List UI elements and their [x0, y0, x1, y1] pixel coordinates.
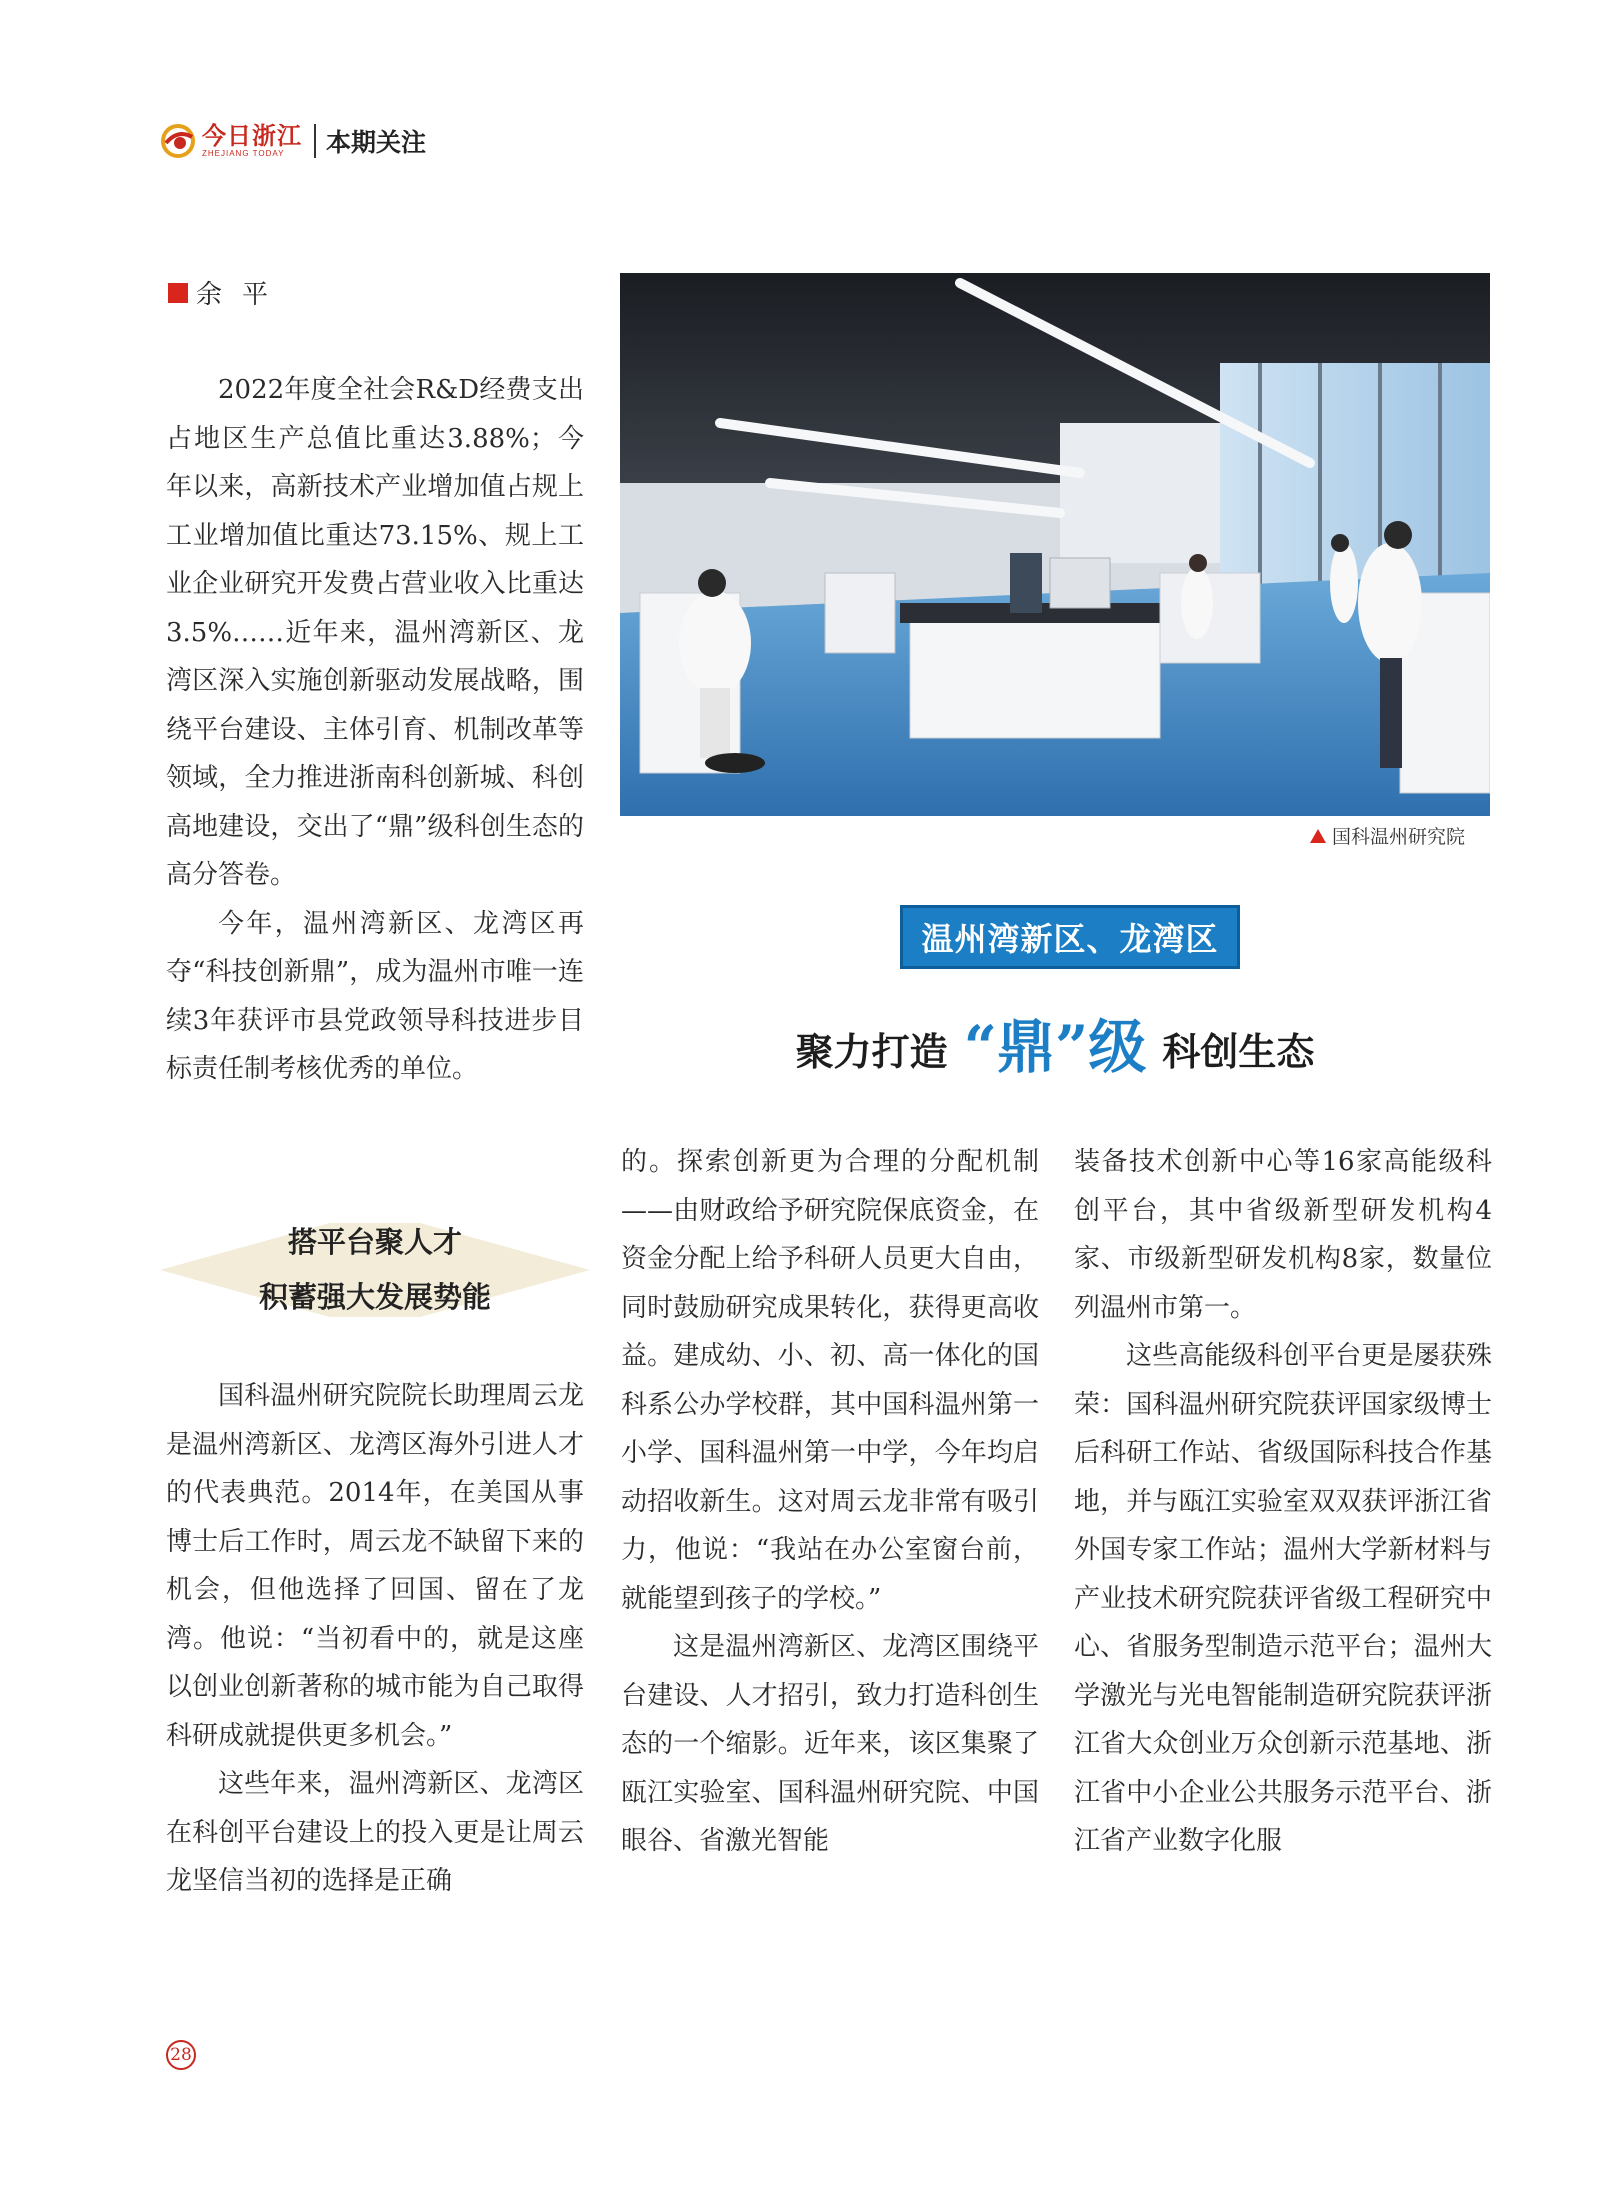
article-headline	[620, 1006, 1490, 1081]
headline-part-3: 科创生态	[1162, 1029, 1315, 1074]
paragraph: 2022年度全社会R&D经费支出占地区生产总值比重达3.88%；今年以来，高新技术产业增加值占规上工业增加值比重达73.15%、规上工业企业研究开发费占营业收入比重达3.5%……近年来，温州湾新区、龙湾区深入实施创新驱动发展战略，围绕平台建设、主体引育、机制改革等领域，全力推进浙南科创新城、科创高地建设，交出了“鼎”级科创生态的高分答卷。	[166, 375, 584, 890]
paragraph: 国科温州研究院院长助理周云龙是温州湾新区、龙湾区海外引进人才的代表典范。2014年，在美国从事博士后工作时，周云龙不缺留下来的机会，但他选择了回国、留在了龙湾。他说：“当初看中的，就是这座以创业创新著称的城市能为自己取得科研成就提供更多机会。”	[166, 1381, 584, 1751]
paragraph: 这些高能级科创平台更是屡获殊荣：国科温州研究院获评国家级博士后科研工作站、省级国际科技合作基地，并与瓯江实验室双双获评浙江省外国专家工作站；温州大学新材料与产业技术研究院获评省级工程研究中心、省服务型制造示范平台；温州大学激光与光电智能制造研究院获评浙江省大众创业万众创新示范基地、浙江省中小企业公共服务示范平台、浙江省产业数字化服	[1074, 1341, 1492, 1856]
paragraph: 的。探索创新更为合理的分配机制——由财政给予研究院保底资金，在资金分配上给予科研人员更大自由，同时鼓励研究成果转化，获得更高收益。建成幼、小、初、高一体化的国科系公办学校群，其中国科温州第一小学、国科温州第一中学，今年均启动招收新生。这对周云龙非常有吸引力，他说：“我站在办公室窗台前，就能望到孩子的学校。”	[621, 1147, 1039, 1614]
section-subheading	[160, 1205, 590, 1335]
paragraph: 今年，温州湾新区、龙湾区再夺“科技创新鼎”，成为温州市唯一连续3年获评市县党政领导科技进步目标责任制考核优秀的单位。	[166, 908, 584, 1084]
subheading-line-2: 积蓄强大发展势能	[258, 1280, 491, 1314]
logo-english: ZHEJIANG TODAY	[202, 149, 285, 158]
subheading-line-1: 搭平台聚人才	[287, 1225, 462, 1259]
page-header	[160, 116, 426, 166]
article-column-3	[1074, 1138, 1492, 1866]
region-tag	[900, 905, 1240, 969]
photo-caption	[1310, 822, 1465, 849]
header-divider	[314, 124, 316, 158]
author-name: 余平	[196, 280, 289, 310]
region-tag-text: 温州湾新区、龙湾区	[921, 920, 1219, 958]
article-column-2	[621, 1138, 1039, 1866]
author-marker-icon	[168, 283, 188, 303]
logo-chinese: 今日浙江	[202, 121, 302, 150]
paragraph: 这是温州湾新区、龙湾区围绕平台建设、人才招引，致力打造科创生态的一个缩影。近年来，该区集聚了瓯江实验室、国科温州研究院、中国眼谷、省激光智能	[621, 1632, 1039, 1856]
magazine-logo-icon	[160, 123, 196, 159]
article-column-1-bottom	[166, 1372, 584, 1906]
author-line	[168, 274, 288, 311]
caption-marker-icon	[1310, 829, 1326, 843]
caption-text: 国科温州研究院	[1332, 826, 1466, 848]
paragraph: 这些年来，温州湾新区、龙湾区在科创平台建设上的投入更是让周云龙坚信当初的选择是正确	[166, 1769, 584, 1896]
paragraph: 装备技术创新中心等16家高能级科创平台，其中省级新型研发机构4家、市级新型研发机构8家，数量位列温州市第一。	[1074, 1147, 1492, 1323]
page-number: 28	[166, 2040, 196, 2070]
section-title: 本期关注	[326, 128, 427, 157]
lab-photo	[620, 273, 1490, 816]
magazine-logo	[202, 121, 302, 158]
headline-part-1: 聚力打造	[795, 1029, 948, 1074]
headline-highlight: “鼎”级	[963, 1013, 1147, 1081]
article-column-1-top	[166, 366, 584, 1094]
